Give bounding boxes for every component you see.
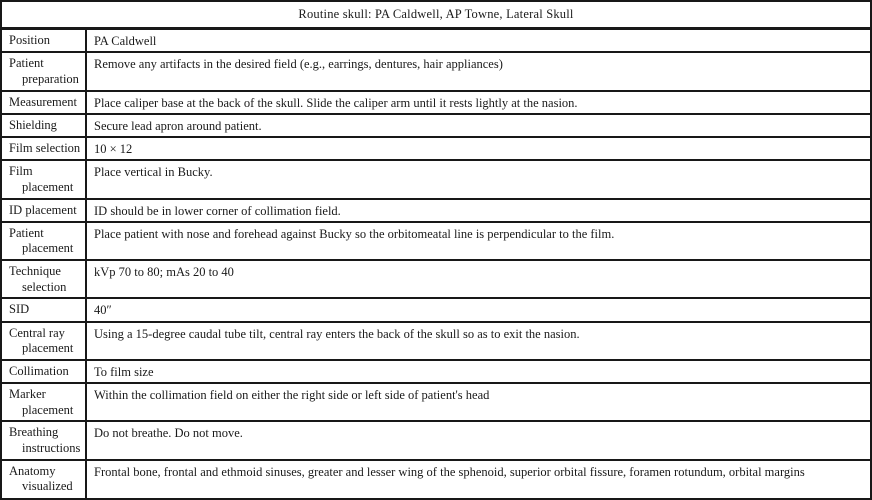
row-label-line1: Marker — [9, 387, 46, 401]
row-label-line2: placement — [22, 341, 74, 356]
row-label — [2, 461, 87, 499]
row-value: PA Caldwell — [94, 34, 157, 48]
table-title: Routine skull: PA Caldwell, AP Towne, Lateral Skull — [298, 7, 574, 21]
row-label-line2: instructions — [22, 440, 81, 455]
row-patient-preparation — [2, 53, 870, 91]
row-value: Place patient with nose and forehead against Bucky so the orbitomeatal line is perpendicular to the film. — [94, 226, 615, 241]
row-value: Place vertical in Bucky. — [94, 165, 213, 180]
row-sid — [2, 299, 870, 322]
row-value: Frontal bone, frontal and ethmoid sinuses, greater and lesser wing of the sphenoid, superior orbital fissure, foramen rotundum, orbital margins — [94, 464, 805, 479]
row-value: 10 × 12 — [94, 142, 133, 156]
row-label-line1: Shielding — [9, 117, 57, 132]
row-value: ID should be in lower corner of collimation field. — [94, 203, 341, 218]
row-label-line2: placement — [22, 241, 74, 256]
row-position — [2, 30, 870, 53]
row-central-ray-placement — [2, 323, 870, 361]
row-label — [2, 223, 87, 259]
row-value: 40″ — [94, 303, 112, 318]
row-value: Within the collimation field on either the right side or left side of patient's head — [94, 388, 490, 402]
row-label — [2, 384, 87, 420]
row-value: Do not breathe. Do not move. — [94, 426, 243, 441]
row-label — [2, 30, 87, 51]
row-label — [2, 200, 87, 221]
row-label-line2: selection — [22, 279, 67, 294]
row-label — [2, 92, 87, 113]
row-label-line1: Film selection — [9, 141, 81, 155]
row-label-line2: preparation — [22, 71, 79, 86]
row-measurement — [2, 92, 870, 115]
row-label — [2, 323, 87, 359]
row-shielding — [2, 115, 870, 138]
row-collimation — [2, 361, 870, 384]
row-label-line1: Breathing — [9, 425, 59, 440]
row-label — [2, 53, 87, 89]
row-value: To film size — [94, 364, 154, 379]
row-label-line1: Measurement — [9, 94, 78, 109]
row-marker-placement — [2, 384, 870, 422]
row-technique-selection — [2, 261, 870, 299]
row-label — [2, 138, 87, 159]
row-film-placement — [2, 161, 870, 199]
row-label-line2: placement — [22, 179, 74, 194]
row-patient-placement — [2, 223, 870, 261]
row-label — [2, 261, 87, 297]
row-label-line1: SID — [9, 302, 30, 317]
row-label-line1: Central ray — [9, 325, 65, 340]
row-label-line1: Patient — [9, 56, 44, 71]
row-label-line1: ID placement — [9, 202, 77, 217]
row-value: Place caliper base at the back of the skull. Slide the caliper arm until it rests lightly at the nasion. — [94, 95, 578, 110]
row-film-selection — [2, 138, 870, 161]
row-label-line1: Position — [9, 33, 50, 47]
row-breathing-instructions — [2, 422, 870, 460]
row-anatomy-visualized — [2, 461, 870, 499]
row-id-placement — [2, 200, 870, 223]
row-label-line2: placement — [22, 402, 74, 417]
row-label-line1: Technique — [9, 264, 61, 278]
row-value: Using a 15-degree caudal tube tilt, central ray enters the back of the skull so as to exit the nasion. — [94, 326, 580, 341]
row-label-line1: Collimation — [9, 363, 69, 378]
row-label — [2, 361, 87, 382]
row-label — [2, 299, 87, 320]
row-label-line1: Anatomy — [9, 463, 56, 478]
table-title-row — [2, 2, 870, 30]
row-label — [2, 161, 87, 197]
row-value: Secure lead apron around patient. — [94, 118, 262, 133]
row-label-line1: Film — [9, 164, 33, 179]
row-label-line2: visualized — [22, 479, 73, 494]
row-label — [2, 115, 87, 136]
row-value: Remove any artifacts in the desired field (e.g., earrings, dentures, hair appliances) — [94, 57, 503, 72]
row-value: kVp 70 to 80; mAs 20 to 40 — [94, 265, 234, 279]
row-label-line1: Patient — [9, 225, 44, 240]
row-label — [2, 422, 87, 458]
